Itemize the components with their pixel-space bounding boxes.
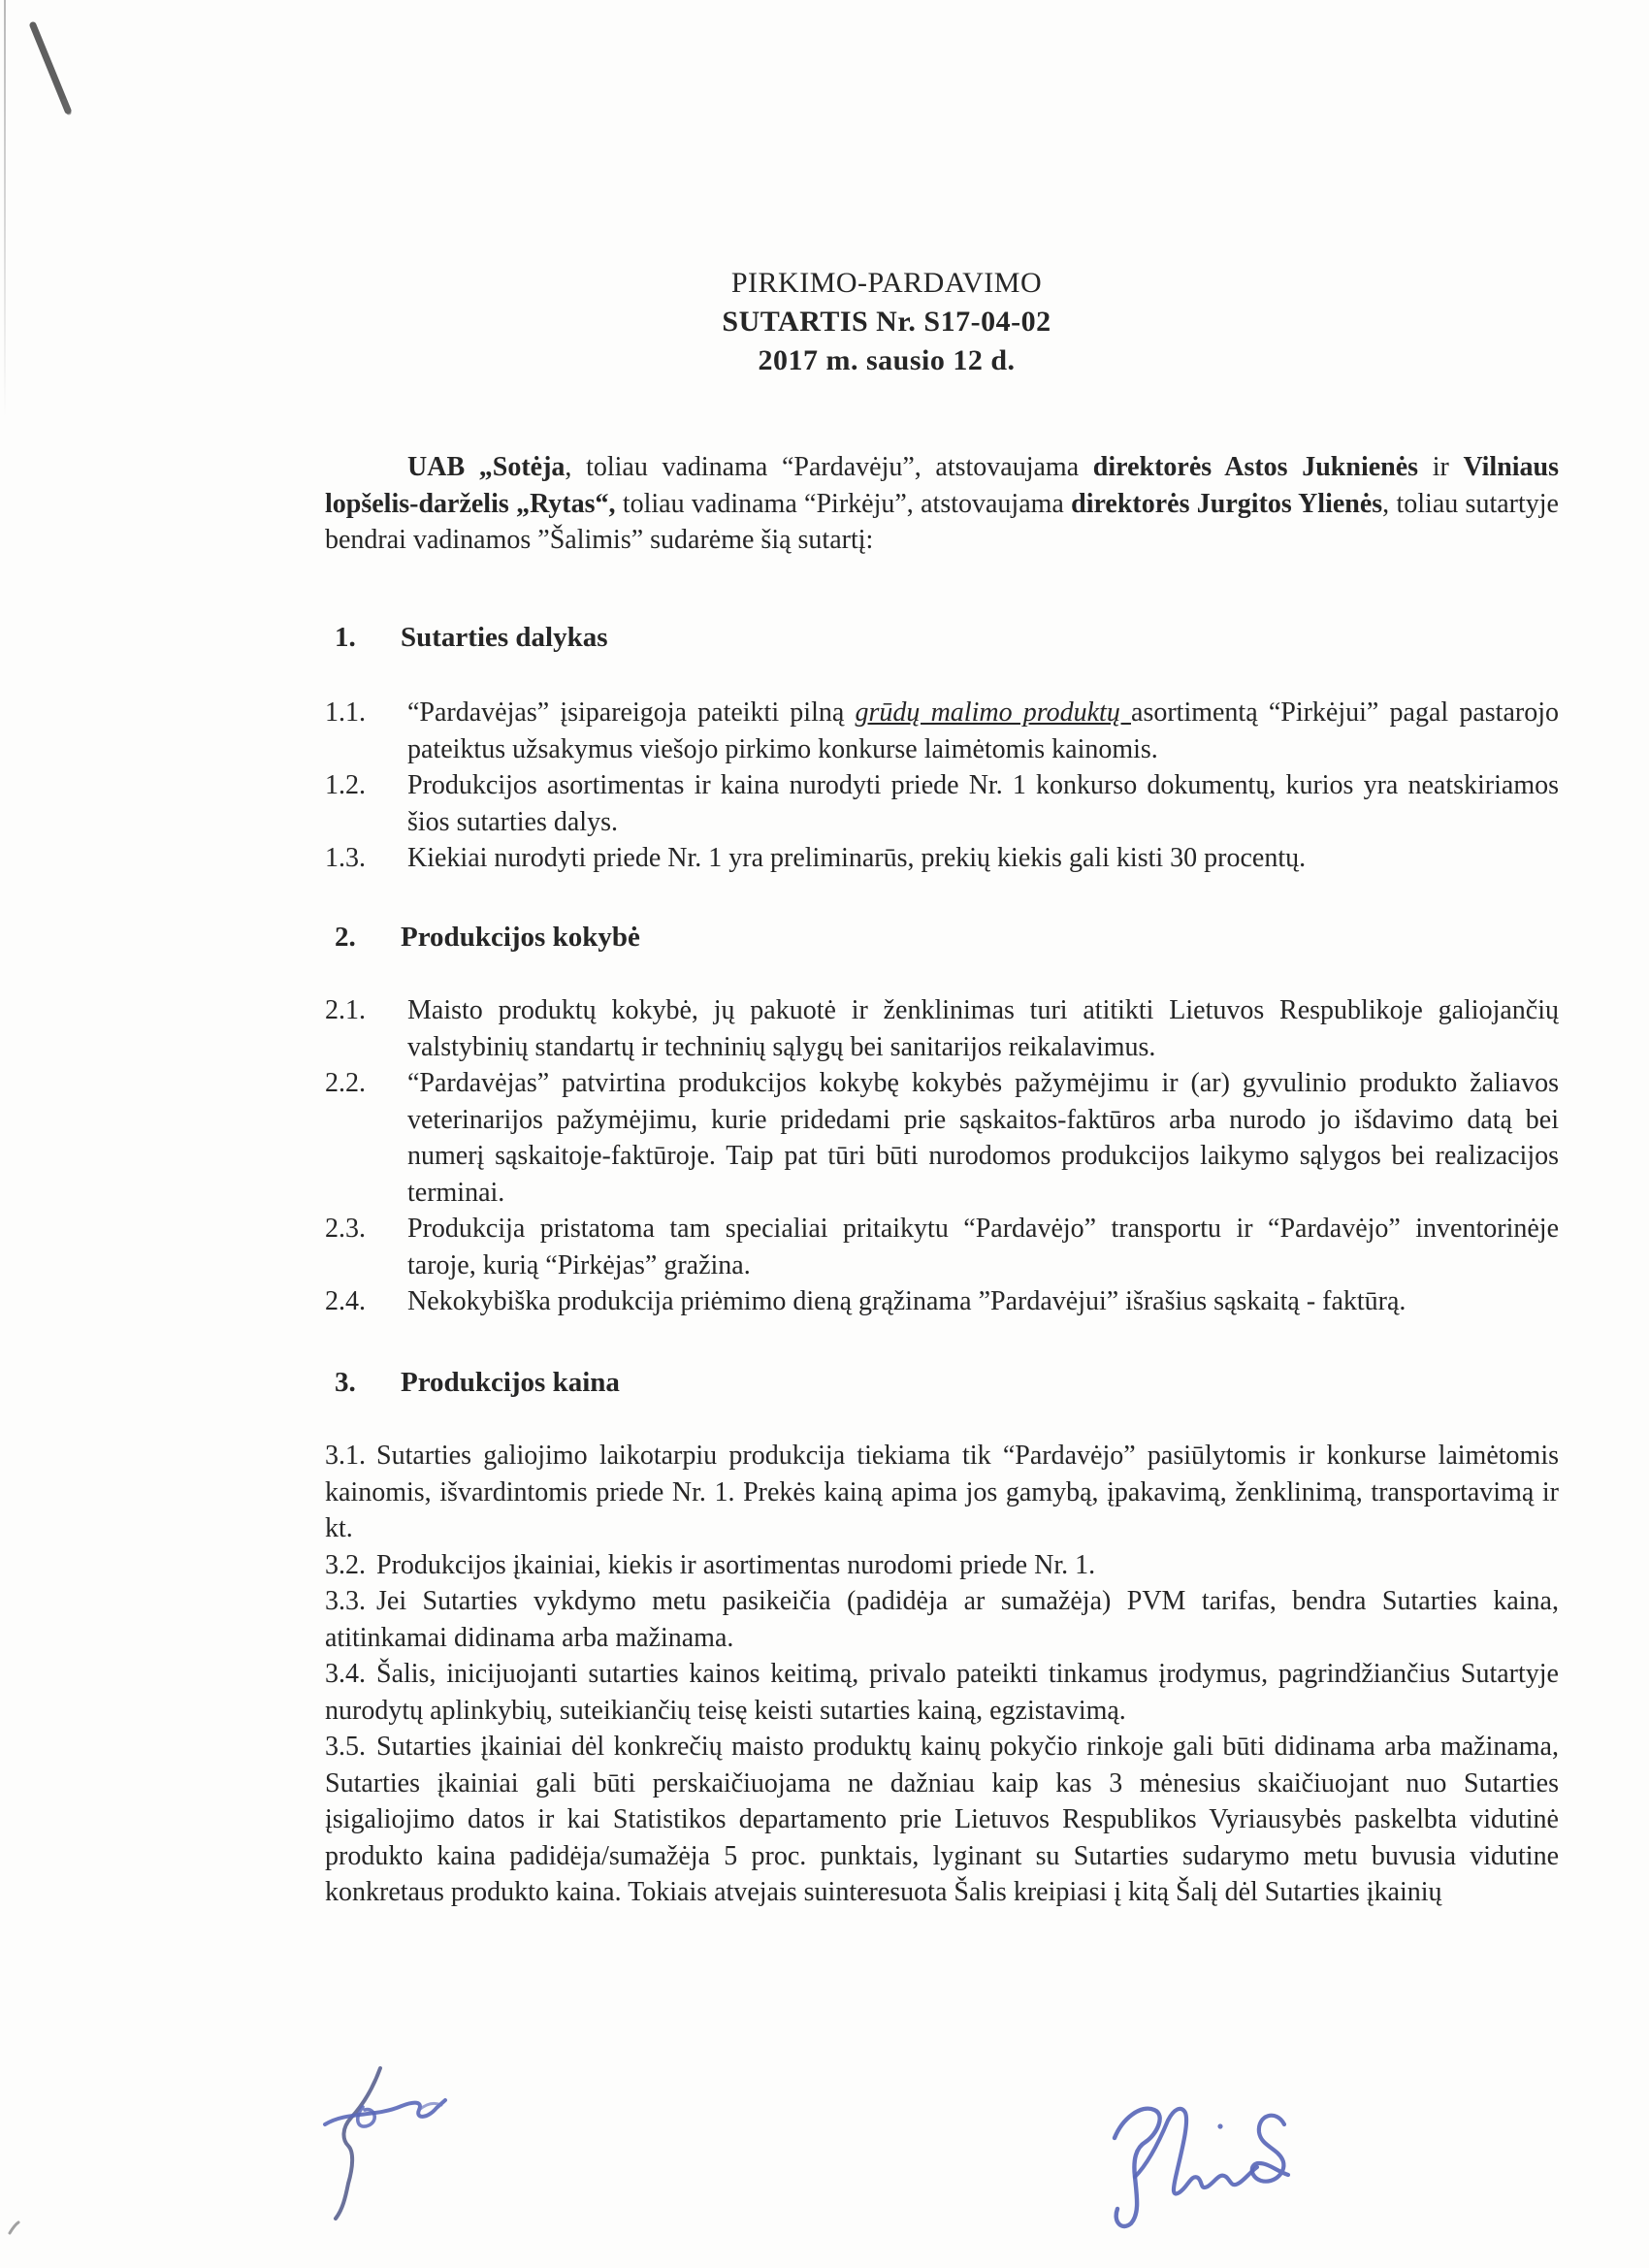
document-title (270, 264, 1504, 380)
clause-2-3 (325, 1211, 1559, 1283)
clause-3-2 (325, 1547, 1559, 1584)
section-3-number: 3. (335, 1366, 356, 1398)
clause-3-3 (325, 1583, 1559, 1656)
clause-number: 2.1. (325, 995, 366, 1025)
clause-3-5 (325, 1729, 1559, 1911)
section-2-heading (325, 920, 1559, 956)
section-3-items (325, 1438, 1559, 1911)
section-2-items (325, 992, 1559, 1320)
clause-text: Produkcijos asortimentas ir kaina nurodyti priede Nr. 1 konkurso dokumentų, kurios yra neatskiriamos šios sutarties dalys. (407, 770, 1559, 837)
clause-2-4 (325, 1283, 1559, 1320)
clause-text: Produkcija pristatoma tam specialiai pritaikytu “Pardavėjo” transportu ir “Pardavėjo” inventorinėje taroje, kurią “Pirkėjas” gražina. (407, 1214, 1559, 1280)
clause-2-2 (325, 1065, 1559, 1211)
section-2-title: Produkcijos kokybė (401, 921, 640, 953)
clause-1-3 (325, 840, 1559, 877)
clause-text: Šalis, inicijuojanti sutarties kainos keitimą, privalo pateikti tinkamus įrodymus, pagrindžiančius Sutartyje nurodytų aplinkybių, suteikiančių teisę keisti sutarties kainą, egzistavimą. (325, 1659, 1559, 1726)
clause-number: 3.5. (325, 1732, 366, 1762)
clause-3-1 (325, 1438, 1559, 1547)
clause-text: Produkcijos įkainiai, kiekis ir asortimentas nurodomi priede Nr. 1. (376, 1549, 1096, 1580)
title-line-3: 2017 m. sausio 12 d. (758, 344, 1016, 376)
clause-number: 3.3. (325, 1586, 366, 1616)
clause-text: Kiekiai nurodyti priede Nr. 1 yra preliminarūs, prekių kiekis gali kisti 30 procentų. (407, 843, 1307, 873)
clause-number: 1.2. (325, 770, 366, 800)
clause-number: 2.3. (325, 1214, 366, 1244)
section-3-title: Produkcijos kaina (401, 1366, 620, 1398)
clause-1-1 (325, 695, 1559, 767)
clause-number: 3.1. (325, 1441, 366, 1471)
clause-text: Jei Sutarties vykdymo metu pasikeičia (padidėja ar sumažėja) PVM tarifas, bendra Sutarties kaina, atitinkamai didinama arba mažinama. (325, 1586, 1559, 1653)
clause-2-1 (325, 992, 1559, 1065)
clause-1-2 (325, 767, 1559, 840)
clause-text: Maisto produktų kokybė, jų pakuotė ir ženklinimas turi atitikti Lietuvos Respublikoje galiojančių valstybinių standartų ir techninių sąlygų bei sanitarijos reikalavimus. (407, 995, 1559, 1062)
intro-paragraph: UAB „Sotėja, toliau vadinama “Pardavėju”, atstovaujama direktorės Astos Juknienės ir Vilniaus lopšelis-darželis „Rytas“, toliau vadinama “Pirkėju”, atstovaujama direktorės Jurgitos Ylienės, toliau sutartyje bendrai vadinamos ”Šalimis” sudarėme šią sutartį: (325, 452, 1560, 555)
section-2-number: 2. (335, 921, 356, 953)
clause-text: “Pardavėjas” įsipareigoja pateikti pilną grūdų malimo produktų asortimentą “Pirkėjui” pagal pastarojo pateiktus užsakymus viešojo pirkimo konkurse laimėtomis kainomis. (407, 697, 1559, 764)
clause-number: 3.4. (325, 1659, 366, 1689)
clause-3-4 (325, 1656, 1559, 1729)
pen-mark-bottom-left (6, 2216, 29, 2239)
clause-number: 2.2. (325, 1068, 366, 1098)
clause-text: Sutarties galiojimo laikotarpiu produkcija tiekiama tik “Pardavėjo” pasiūlytomis ir konkurse laimėtomis kainomis, išvardintomis priede Nr. 1. Prekės kainą apima jos gamybą, įpakavimą, ženklinimą, transportavimą ir kt. (325, 1441, 1559, 1543)
clause-number: 1.1. (325, 697, 366, 728)
section-1-heading (325, 620, 1559, 657)
document-body (325, 0, 1559, 1911)
title-line-2: SUTARTIS Nr. S17-04-02 (722, 306, 1051, 338)
section-3-heading (325, 1365, 1559, 1402)
clause-text: Nekokybiška produkcija priėmimo dieną grąžinama ”Pardavėjui” išrašius sąskaitą - faktūrą. (407, 1286, 1406, 1316)
signature-left (318, 2062, 464, 2227)
section-1-title: Sutarties dalykas (401, 621, 608, 653)
clause-number: 3.2. (325, 1549, 366, 1580)
section-1-items (325, 695, 1559, 877)
clause-text: “Pardavėjas” patvirtina produkcijos kokybę kokybės pažymėjimu ir (ar) gyvulinio produkto žaliavos veterinarijos pažymėjimu, kurie pridedami prie sąskaitos-faktūros arba nurodo jo išdavimo datą bei numerį sąskaitoje-faktūroje. Taip pat tūri būti nurodomos produkcijos laikymo sąlygos bei realizacijos terminai. (407, 1068, 1559, 1208)
clause-number: 1.3. (325, 843, 366, 873)
signature-right (1104, 2097, 1312, 2248)
section-1-number: 1. (335, 621, 356, 653)
pen-mark-top-left (0, 0, 116, 155)
clause-text: Sutarties įkainiai dėl konkrečių maisto produktų kainų pokyčio rinkoje gali būti didinama arba mažinama, Sutarties įkainiai gali būti perskaičiuojama ne dažniau kaip kas 3 mėnesius skaičiuojant nuo Sutarties įsigaliojimo datos ir kai Statistikos departamento prie Lietuvos Respublikos Vyriausybės paskelbta vidutinė produkto kaina padidėja/sumažėja 5 proc. punktais, lyginant su Sutarties sudarymo metu buvusia vidutine konkretaus produkto kaina. Tokiais atvejais suinteresuota Šalis kreipiasi į kitą Šalį dėl Sutarties įkainių (325, 1732, 1559, 1907)
clause-number: 2.4. (325, 1286, 366, 1316)
title-line-1: PIRKIMO-PARDAVIMO (730, 267, 1043, 299)
